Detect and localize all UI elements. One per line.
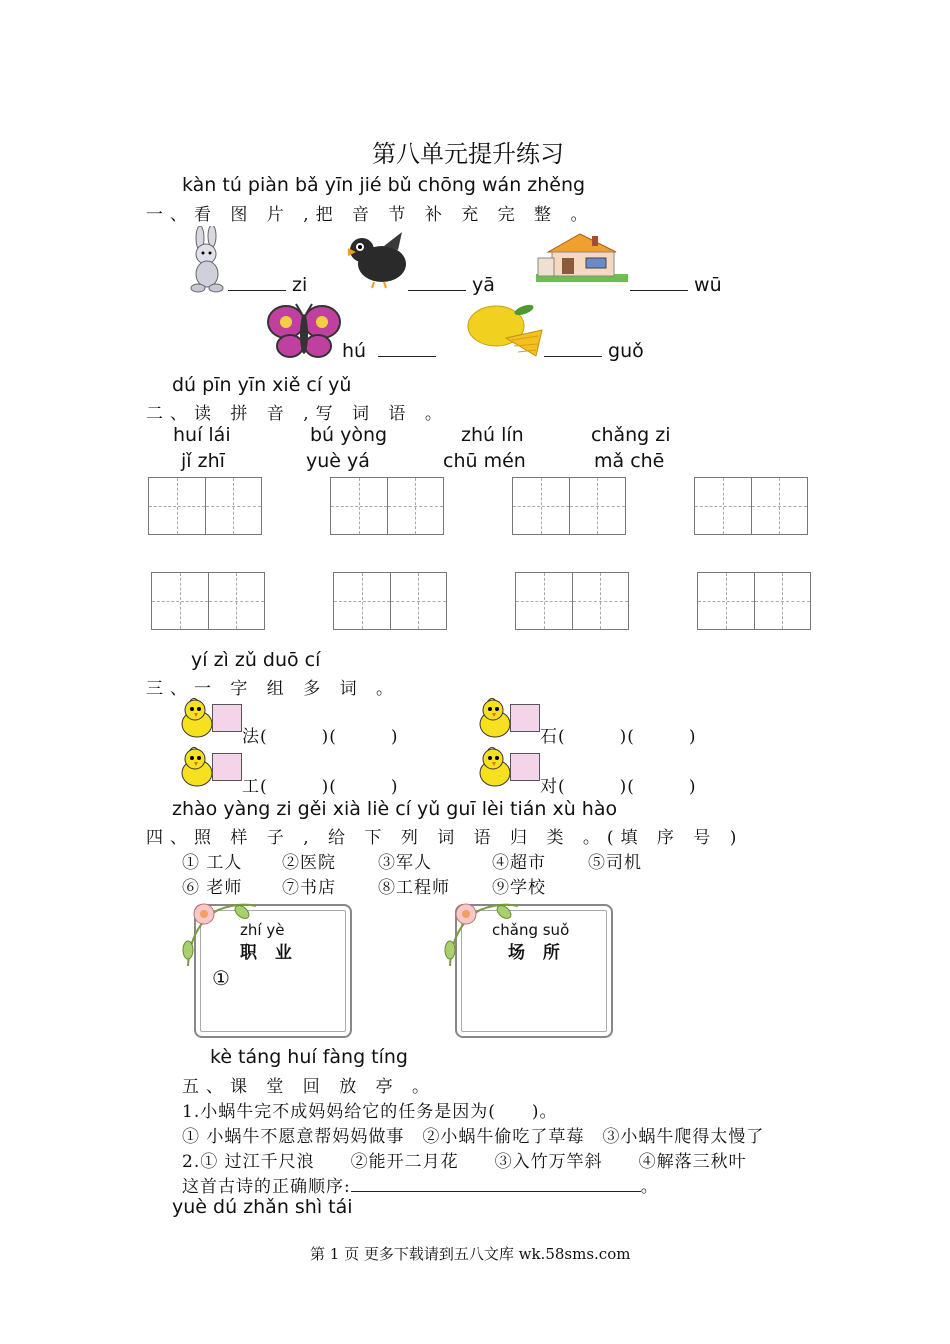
pinyin-word: zhú lín <box>461 424 524 446</box>
word-option: ⑥ 老师 <box>182 878 243 898</box>
section5-pinyin: kè táng huí fàng tíng <box>210 1046 408 1068</box>
char-box <box>212 753 242 781</box>
writing-grid[interactable] <box>151 572 265 630</box>
section4-heading: 四、照 样 子 , 给 下 列 词 语 归 类 。(填 序 号 ) <box>146 828 744 848</box>
box1-label: 职 业 <box>240 943 298 963</box>
word-option: ① 工人 <box>182 853 243 873</box>
box2-label: 场 所 <box>508 943 566 963</box>
writing-grid[interactable] <box>330 477 444 535</box>
word-group-shi <box>540 722 697 747</box>
char-box <box>212 704 242 732</box>
section4-pinyin: zhào yàng zi gěi xià liè cí yǔ guī lèi tián xù hào <box>172 798 618 820</box>
pinyin-word: chǎng zi <box>591 424 671 446</box>
box1-pinyin: zhí yè <box>240 921 285 939</box>
answer-blank[interactable] <box>228 289 286 291</box>
item-butterfly <box>342 340 436 362</box>
section2-heading: 二、读 拼 音 ,写 词 语 。 <box>146 404 449 424</box>
word-option: ⑧工程师 <box>378 878 450 898</box>
section2-pinyin: dú pīn yīn xiě cí yǔ <box>172 374 352 396</box>
question-1-options: ① 小蜗牛不愿意帮妈妈做事 ②小蜗牛偷吃了草莓 ③小蜗牛爬得太慢了 <box>182 1127 765 1147</box>
chick-icon <box>478 747 512 787</box>
item-house <box>630 274 722 296</box>
word-option: ②医院 <box>282 853 336 873</box>
char-box <box>510 753 540 781</box>
mango-icon <box>466 300 546 358</box>
butterfly-icon <box>266 302 342 360</box>
answer-blanks[interactable]: ( )( ) <box>260 777 399 797</box>
section1-heading: 一、看 图 片 ,把 音 节 补 充 完 整 。 <box>146 205 595 225</box>
section6-pinyin: yuè dú zhǎn shì tái <box>172 1196 353 1218</box>
answer-blank[interactable] <box>378 355 436 357</box>
period: 。 <box>640 1177 659 1197</box>
writing-grid[interactable] <box>333 572 447 630</box>
page-title: 第八单元提升练习 <box>372 140 564 168</box>
char: 对 <box>540 777 558 797</box>
answer-blanks[interactable]: ( )( ) <box>260 727 399 747</box>
syllable-ya: yā <box>472 274 495 296</box>
rabbit-icon <box>186 226 228 294</box>
pinyin-word: jǐ zhī <box>181 450 225 472</box>
word-group-dui <box>540 772 697 797</box>
word-option: ③军人 <box>378 853 432 873</box>
chick-icon <box>180 698 214 738</box>
chick-icon <box>478 698 512 738</box>
chick-icon <box>180 747 214 787</box>
word-option: ④超市 <box>492 853 546 873</box>
writing-grid[interactable] <box>697 572 811 630</box>
question-2-prompt-line <box>182 1172 659 1197</box>
word-option: ⑤司机 <box>588 853 642 873</box>
word-group-gong <box>242 772 399 797</box>
char-box <box>510 704 540 732</box>
answer-blank[interactable] <box>408 289 466 291</box>
char: 石 <box>540 727 558 747</box>
word-option: ⑦书店 <box>282 878 336 898</box>
syllable-guo: guǒ <box>608 340 644 362</box>
char: 工 <box>242 777 260 797</box>
syllable-wu: wū <box>694 274 722 296</box>
pinyin-word: yuè yá <box>306 450 370 472</box>
item-mango <box>544 340 644 362</box>
box1-example: ① <box>212 966 231 990</box>
section3-heading: 三、一 字 组 多 词 。 <box>146 679 401 699</box>
question-2-prompt: 这首古诗的正确顺序: <box>182 1177 351 1197</box>
answer-blanks[interactable]: ( )( ) <box>558 727 697 747</box>
answer-blank[interactable] <box>630 289 688 291</box>
pinyin-word: mǎ chē <box>594 450 665 472</box>
writing-grid[interactable] <box>694 477 808 535</box>
word-group-fa <box>242 722 399 747</box>
page-footer: 第 1 页 更多下载请到五八文库 wk.58sms.com <box>310 1245 631 1263</box>
answer-blank[interactable] <box>351 1190 641 1192</box>
char: 法 <box>242 727 260 747</box>
section1-pinyin: kàn tú piàn bǎ yīn jié bǔ chōng wán zhěng <box>182 174 586 196</box>
writing-grid[interactable] <box>148 477 262 535</box>
syllable-hu: hú <box>342 340 367 362</box>
house-icon <box>534 230 630 282</box>
section3-pinyin: yí zì zǔ duō cí <box>191 649 321 671</box>
pinyin-word: huí lái <box>173 424 231 446</box>
pinyin-word: chū mén <box>443 450 526 472</box>
question-1: 1.小蜗牛完不成妈妈给它的任务是因为( )。 <box>182 1102 558 1122</box>
question-2: 2.① 过江千尺浪 ②能开二月花 ③入竹万竿斜 ④解落三秋叶 <box>182 1152 747 1172</box>
crow-icon <box>344 228 410 290</box>
answer-blank[interactable] <box>544 355 602 357</box>
writing-grid[interactable] <box>512 477 626 535</box>
pinyin-word: bú yòng <box>310 424 388 446</box>
syllable-zi: zi <box>292 274 308 296</box>
item-crow <box>408 274 495 296</box>
item-rabbit <box>228 274 307 296</box>
writing-grid[interactable] <box>515 572 629 630</box>
word-option: ⑨学校 <box>492 878 546 898</box>
section5-heading: 五、课 堂 回 放 亭 。 <box>182 1077 437 1097</box>
answer-blanks[interactable]: ( )( ) <box>558 777 697 797</box>
box2-pinyin: chǎng suǒ <box>492 921 570 939</box>
